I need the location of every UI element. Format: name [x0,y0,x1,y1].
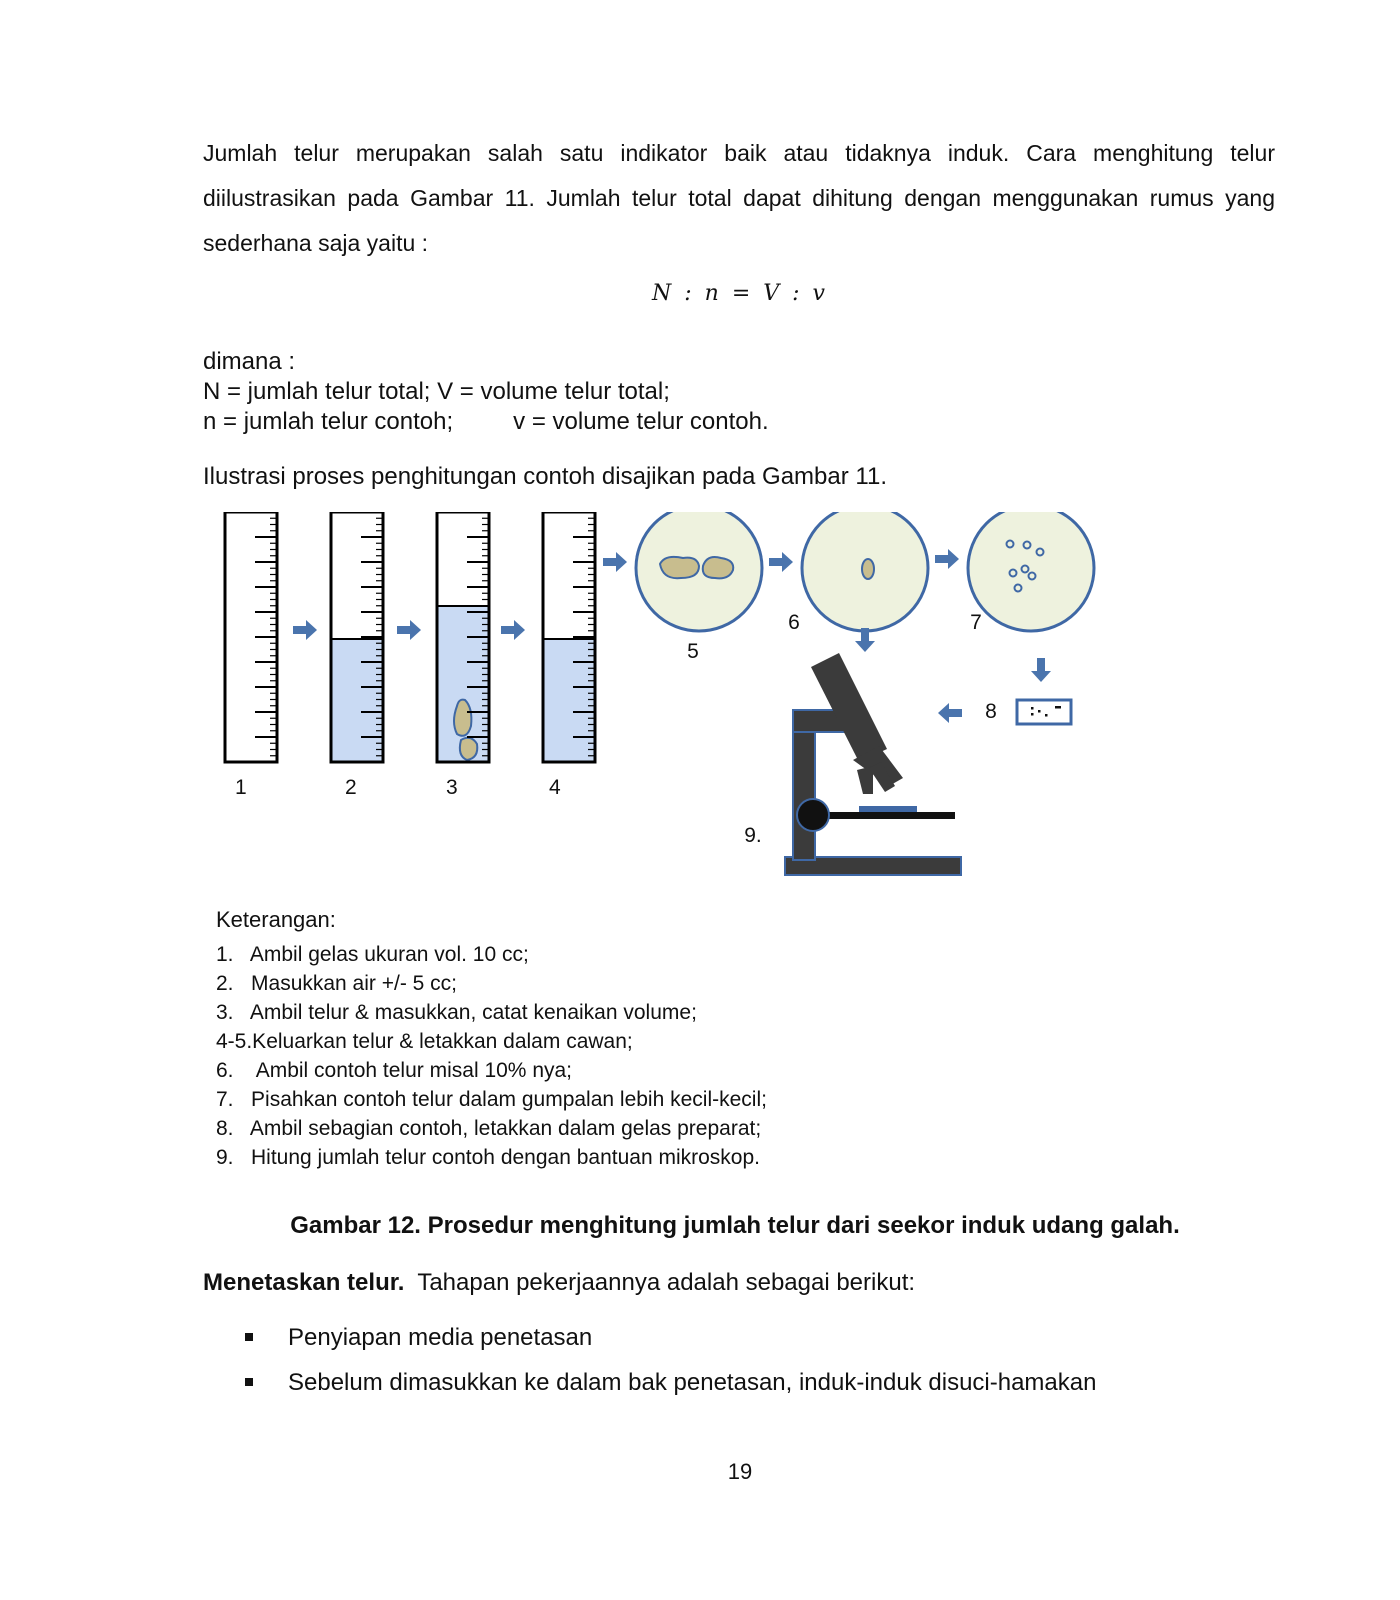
list-item: Sebelum dimasukkan ke dalam bak penetasan, induk-induk disuci-hamakan [245,1360,1096,1405]
arrow-right-icon [769,552,793,572]
egg-count-figure [205,512,1105,902]
figure-label-5: 5 [687,640,699,663]
dish-7 [968,512,1094,631]
cylinder-1 [225,512,277,762]
section-paragraph [203,1269,915,1297]
illustration-note: Ilustrasi proses penghitungan contoh disajikan pada Gambar 11. [203,463,887,490]
legend-item: 9. Hitung jumlah telur contoh dengan bantuan mikroskop. [216,1146,761,1169]
arrow-right-icon [935,549,959,569]
figure-label-7: 7 [970,611,982,634]
legend-item: 3. Ambil telur & masukkan, catat kenaikan volume; [216,1001,697,1024]
arrow-down-icon [1031,658,1051,682]
list-item: Penyiapan media penetasan [245,1315,1096,1360]
section-text: Tahapan pekerjaannya adalah sebagai berikut: [404,1269,916,1296]
cylinder-4 [543,512,595,762]
cylinder-2 [331,512,383,762]
slide-8 [1017,700,1071,724]
figure-label-6: 6 [788,611,800,634]
figure-label-1: 1 [235,776,247,799]
figure-label-4: 4 [549,776,561,799]
arrow-right-icon [603,552,627,572]
legend-title: Keterangan: [216,907,336,932]
page-number: 19 [727,1459,753,1484]
legend-item: 7. Pisahkan contoh telur dalam gumpalan lebih kecil-kecil; [216,1088,767,1111]
legend-item: 4-5.Keluarkan telur & letakkan dalam cawan; [216,1030,633,1053]
figure-label-3: 3 [446,776,458,799]
legend-item: 2. Masukkan air +/- 5 cc; [216,972,458,995]
definitions [203,347,769,437]
microscope-icon [785,653,961,875]
figure-label-2: 2 [345,776,357,799]
figure-legend [216,905,767,1172]
intro-paragraph: Jumlah telur merupakan salah satu indikator baik atau tidaknya induk. Cara menghitung telur diilustrasikan pada Gambar 11. Jumlah telur total dapat dihitung dengan menggunakan rumus yang sederhana saja yaitu : [203,140,1275,256]
section-heading: Menetaskan telur. [203,1269,405,1296]
egg-mass [454,700,471,736]
definitions-heading: dimana : [203,348,296,375]
egg-mass [460,738,477,760]
arrow-right-icon [501,620,525,640]
cylinder-3 [437,512,489,762]
legend-item: 1. Ambil gelas ukuran vol. 10 cc; [216,943,529,966]
legend-item: 8. Ambil sebagian contoh, letakkan dalam gelas preparat; [216,1117,762,1140]
bullet-list [245,1315,1096,1405]
arrow-left-icon [938,703,962,723]
arrow-right-icon [397,620,421,640]
figure-label-9: 9. [744,824,762,847]
legend-item: 6. Ambil contoh telur misal 10% nya; [216,1059,573,1082]
dish-5 [636,512,762,631]
dish-6 [802,512,928,631]
definition-row-2: n = jumlah telur contoh; v = volume telur contoh. [203,408,769,435]
arrow-right-icon [293,620,317,640]
definition-row-1: N = jumlah telur total; V = volume telur total; [203,378,670,405]
figure-label-8: 8 [985,700,997,723]
formula: N : n = V : v [652,281,828,306]
figure-caption: Gambar 12. Prosedur menghitung jumlah telur dari seekor induk udang galah. [290,1212,1180,1239]
